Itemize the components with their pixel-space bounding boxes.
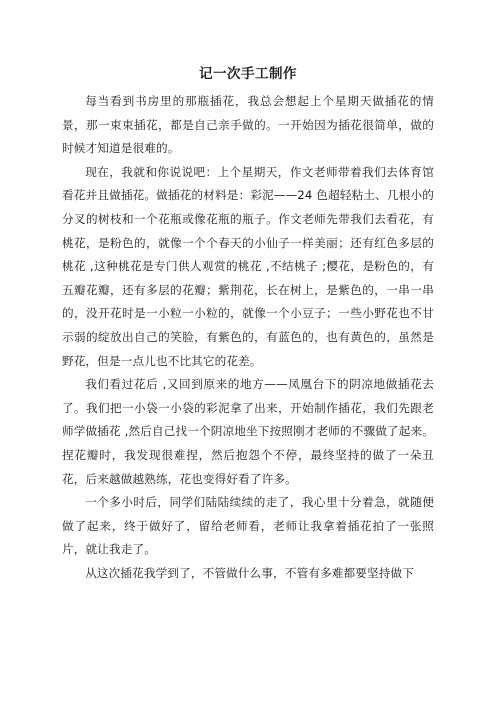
paragraph-2: 现在，我就和你说说吧：上个星期天，作文老师带着我们去体育馆看花并且做插花。做插花的材料是：彩泥——24 色超轻粘土、几根小的分叉的树枝和一个花瓶或像花瓶的瓶子。作文老师先带我们去看花，有桃花，是粉色的，就像一个个春天的小仙子一样美丽；还有红色多层的桃花 ,这种桃花是专门供人观赏的桃花 ,不结桃子 ;樱花，是粉色的，有五瓣花瓣，还有多层的花瓣；紫荆花，长在树上，是紫色的，一串一串的，没开花时是一小粒一小粒的，就像一个小豆子；一些小野花也不甘示弱的绽放出自己的笑脸，有紫色的，有蓝色的，也有黄色的，虽然是野花，但是一点儿也不比其它的花差。 [62,164,434,368]
paragraph-3: 我们看过花后 ,又回到原来的地方——凤凰台下的阴凉地做插花去了。我们把一小袋一小袋的彩泥拿了出来，开始制作插花，我们先跟老师学做插花 ,然后自己找一个阴凉地坐下按照刚才老师的不骤做了起来。捏花瓣时，我发现很难捏，然后抱怨个不停，最终坚持的做了一朵丑花，后来越做越熟练，花也变得好看了许多。 [62,377,434,486]
paragraph-4: 一个多小时后，同学们陆陆续续的走了，我心里十分着急，就随便做了起来，终于做好了，留给老师看，老师让我拿着插花拍了一张照片，就让我走了。 [62,495,434,557]
paragraph-1: 每当看到书房里的那瓶插花，我总会想起上个星期天做插花的情景，那一束束插花，都是自己亲手做的。一开始因为插花很简单，做的时候才知道是很难的。 [62,94,434,156]
document-title: 记一次手工制作 [199,66,297,82]
paragraph-5: 从这次插花我学到了，不管做什么事，不管有多难都要坚持做下 [85,565,415,580]
